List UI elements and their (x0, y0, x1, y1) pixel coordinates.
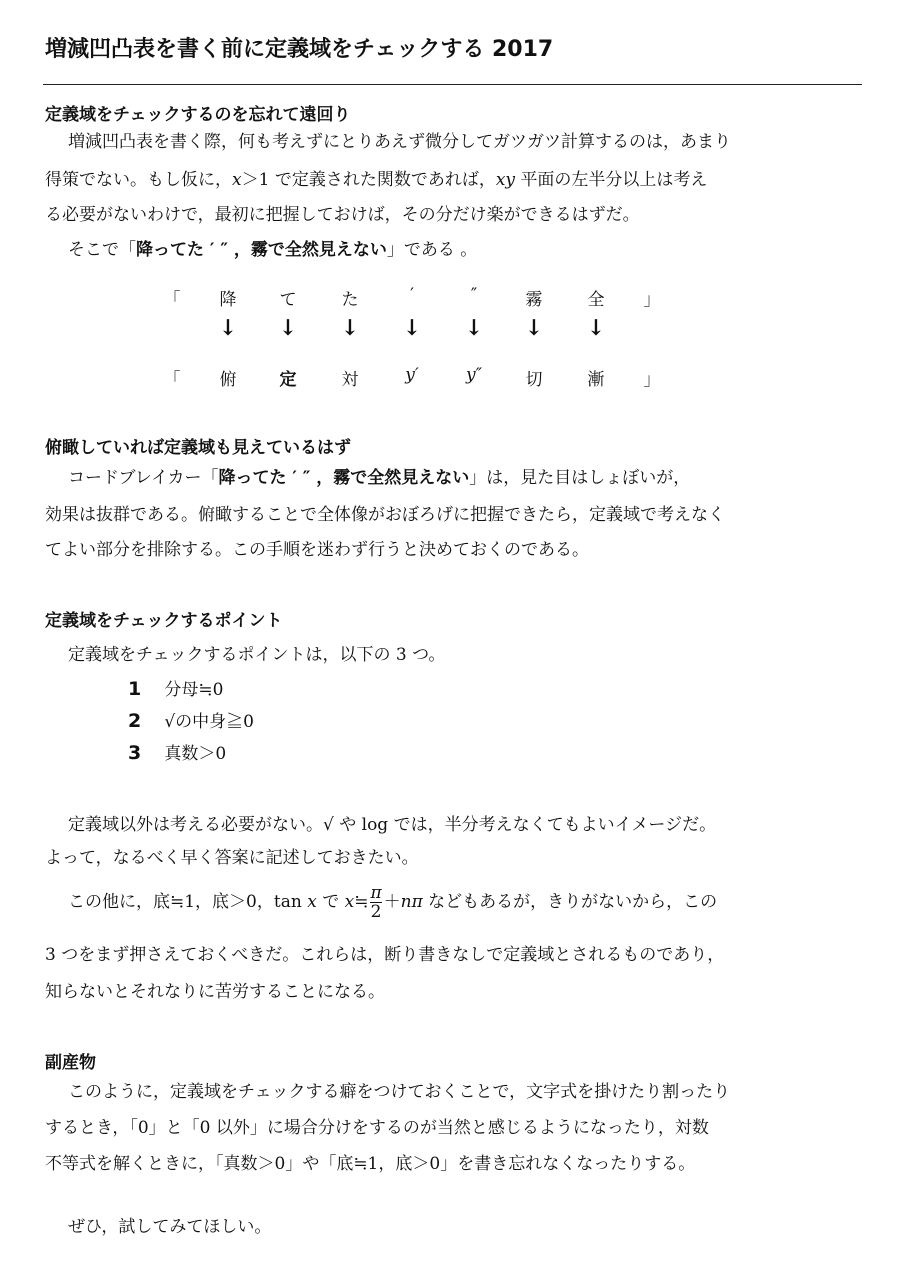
arrow-down-icon: ↓ (278, 315, 298, 341)
s2-line-2: 効果は抜群である。俯瞰することで全体像がおぼろげに把握できたら，定義域で考えなく (45, 505, 725, 525)
s1-line-3: る必要がないわけで，最初に把握しておけば，その分だけ楽ができるはずだ。 (45, 205, 640, 225)
arrow-down-icon: ↓ (464, 315, 484, 341)
mnemonic-top-3: た (341, 290, 359, 310)
point-number: 2 (128, 710, 142, 732)
point-item (128, 739, 226, 769)
mnemonic-bottom-5: y″ (466, 365, 482, 385)
mnemonic-top-4: ′ (410, 285, 414, 305)
point-text: 分母≒0 (164, 680, 224, 700)
mnemonic-bottom-6: 切 (525, 370, 543, 390)
section-heading-points: 定義域をチェックするポイント (45, 611, 283, 631)
s2-line-1: コードブレイカー「降ってた ′ ″ ，霧で全然見えない」は，見た目はしょぼいが， (68, 468, 691, 488)
mnemonic-top-2: て (279, 290, 297, 310)
s3-para-5: 知らないとそれなりに苦労することになる。 (45, 982, 385, 1002)
s4-line-2: するとき，「0」と「0 以外」に場合分けをするのが当然と感じるようになったり，対数 (45, 1118, 709, 1138)
mnemonic-bottom-3: 対 (341, 370, 359, 390)
mnemonic-open-bracket: 「 (163, 370, 181, 390)
s1-line-1: 増減凹凸表を書く際，何も考えずにとりあえず微分してガツガツ計算するのは，あまり (68, 132, 731, 152)
mnemonic-bottom-1: 俯 (219, 370, 237, 390)
s3-para-4: 3 つをまず押さえておくべきだ。これらは，断り書きなしで定義域とされるものであり， (45, 945, 725, 965)
mnemonic-bottom-4: y′ (405, 365, 419, 385)
mnemonic-top-5: ″ (470, 285, 478, 305)
point-text: 真数＞0 (164, 744, 227, 764)
mnemonic-bottom-2: 定 (279, 370, 297, 390)
arrow-down-icon: ↓ (218, 315, 238, 341)
s1-line-2: 得策でない。もし仮に，x＞1 で定義された関数であれば，xy 平面の左半分以上は考え (45, 170, 708, 190)
title-divider (43, 84, 862, 85)
mnemonic-close-bracket: 」 (643, 290, 661, 310)
mnemonic-phrase: 降ってた ′ ″ ，霧で全然見えない (136, 240, 387, 260)
s3-para-2: よって，なるべく早く答案に記述しておきたい。 (45, 848, 419, 868)
page-title: 増減凹凸表を書く前に定義域をチェックする 2017 (45, 37, 554, 62)
arrow-down-icon: ↓ (340, 315, 360, 341)
arrow-down-icon: ↓ (524, 315, 544, 341)
s4-line-3: 不等式を解くときに，「真数＞0」や「底≒1，底＞0」を書き忘れなくなったりする。 (45, 1154, 696, 1174)
section-heading-detour: 定義域をチェックするのを忘れて遠回り (45, 105, 351, 125)
s4-closing: ぜひ，試してみてほしい。 (68, 1217, 272, 1237)
s3-para-3: この他に，底≒1，底＞0，tan x で x≒ $\frac{\pi}{2}$ ＋nπ などもあるが，きりがないから，この (68, 883, 718, 922)
s2-line-3: てよい部分を排除する。この手順を迷わず行うと決めておくのである。 (45, 540, 589, 560)
point-item (128, 675, 223, 705)
mnemonic-open-bracket: 「 (163, 290, 181, 310)
pi-over-2-fraction: $\frac{\pi}{2}$ (370, 883, 382, 922)
s3-para-1: 定義域以外は考える必要がない。√ や log では，半分考えなくてもよいイメージだ。 (68, 815, 717, 835)
s3-intro: 定義域をチェックするポイントは，以下の 3 つ。 (68, 645, 446, 665)
mnemonic-top-1: 降 (219, 290, 237, 310)
mnemonic-close-bracket: 」 (643, 370, 661, 390)
mnemonic-top-7: 全 (587, 290, 605, 310)
s4-line-1: このように，定義域をチェックする癖をつけておくことで，文字式を掛けたり割ったり (68, 1082, 731, 1102)
arrow-down-icon: ↓ (586, 315, 606, 341)
point-number: 1 (128, 678, 142, 700)
s1-line-4: そこで「降ってた ′ ″ ，霧で全然見えない」である 。 (68, 240, 478, 260)
point-text: √の中身≧0 (164, 712, 254, 732)
arrow-down-icon: ↓ (402, 315, 422, 341)
section-heading-overview: 俯瞰していれば定義域も見えているはず (45, 438, 351, 458)
section-heading-byproduct: 副産物 (45, 1053, 96, 1073)
mnemonic-bottom-7: 漸 (587, 370, 605, 390)
mnemonic-top-6: 霧 (525, 290, 543, 310)
point-number: 3 (128, 742, 142, 764)
point-item (128, 707, 254, 737)
